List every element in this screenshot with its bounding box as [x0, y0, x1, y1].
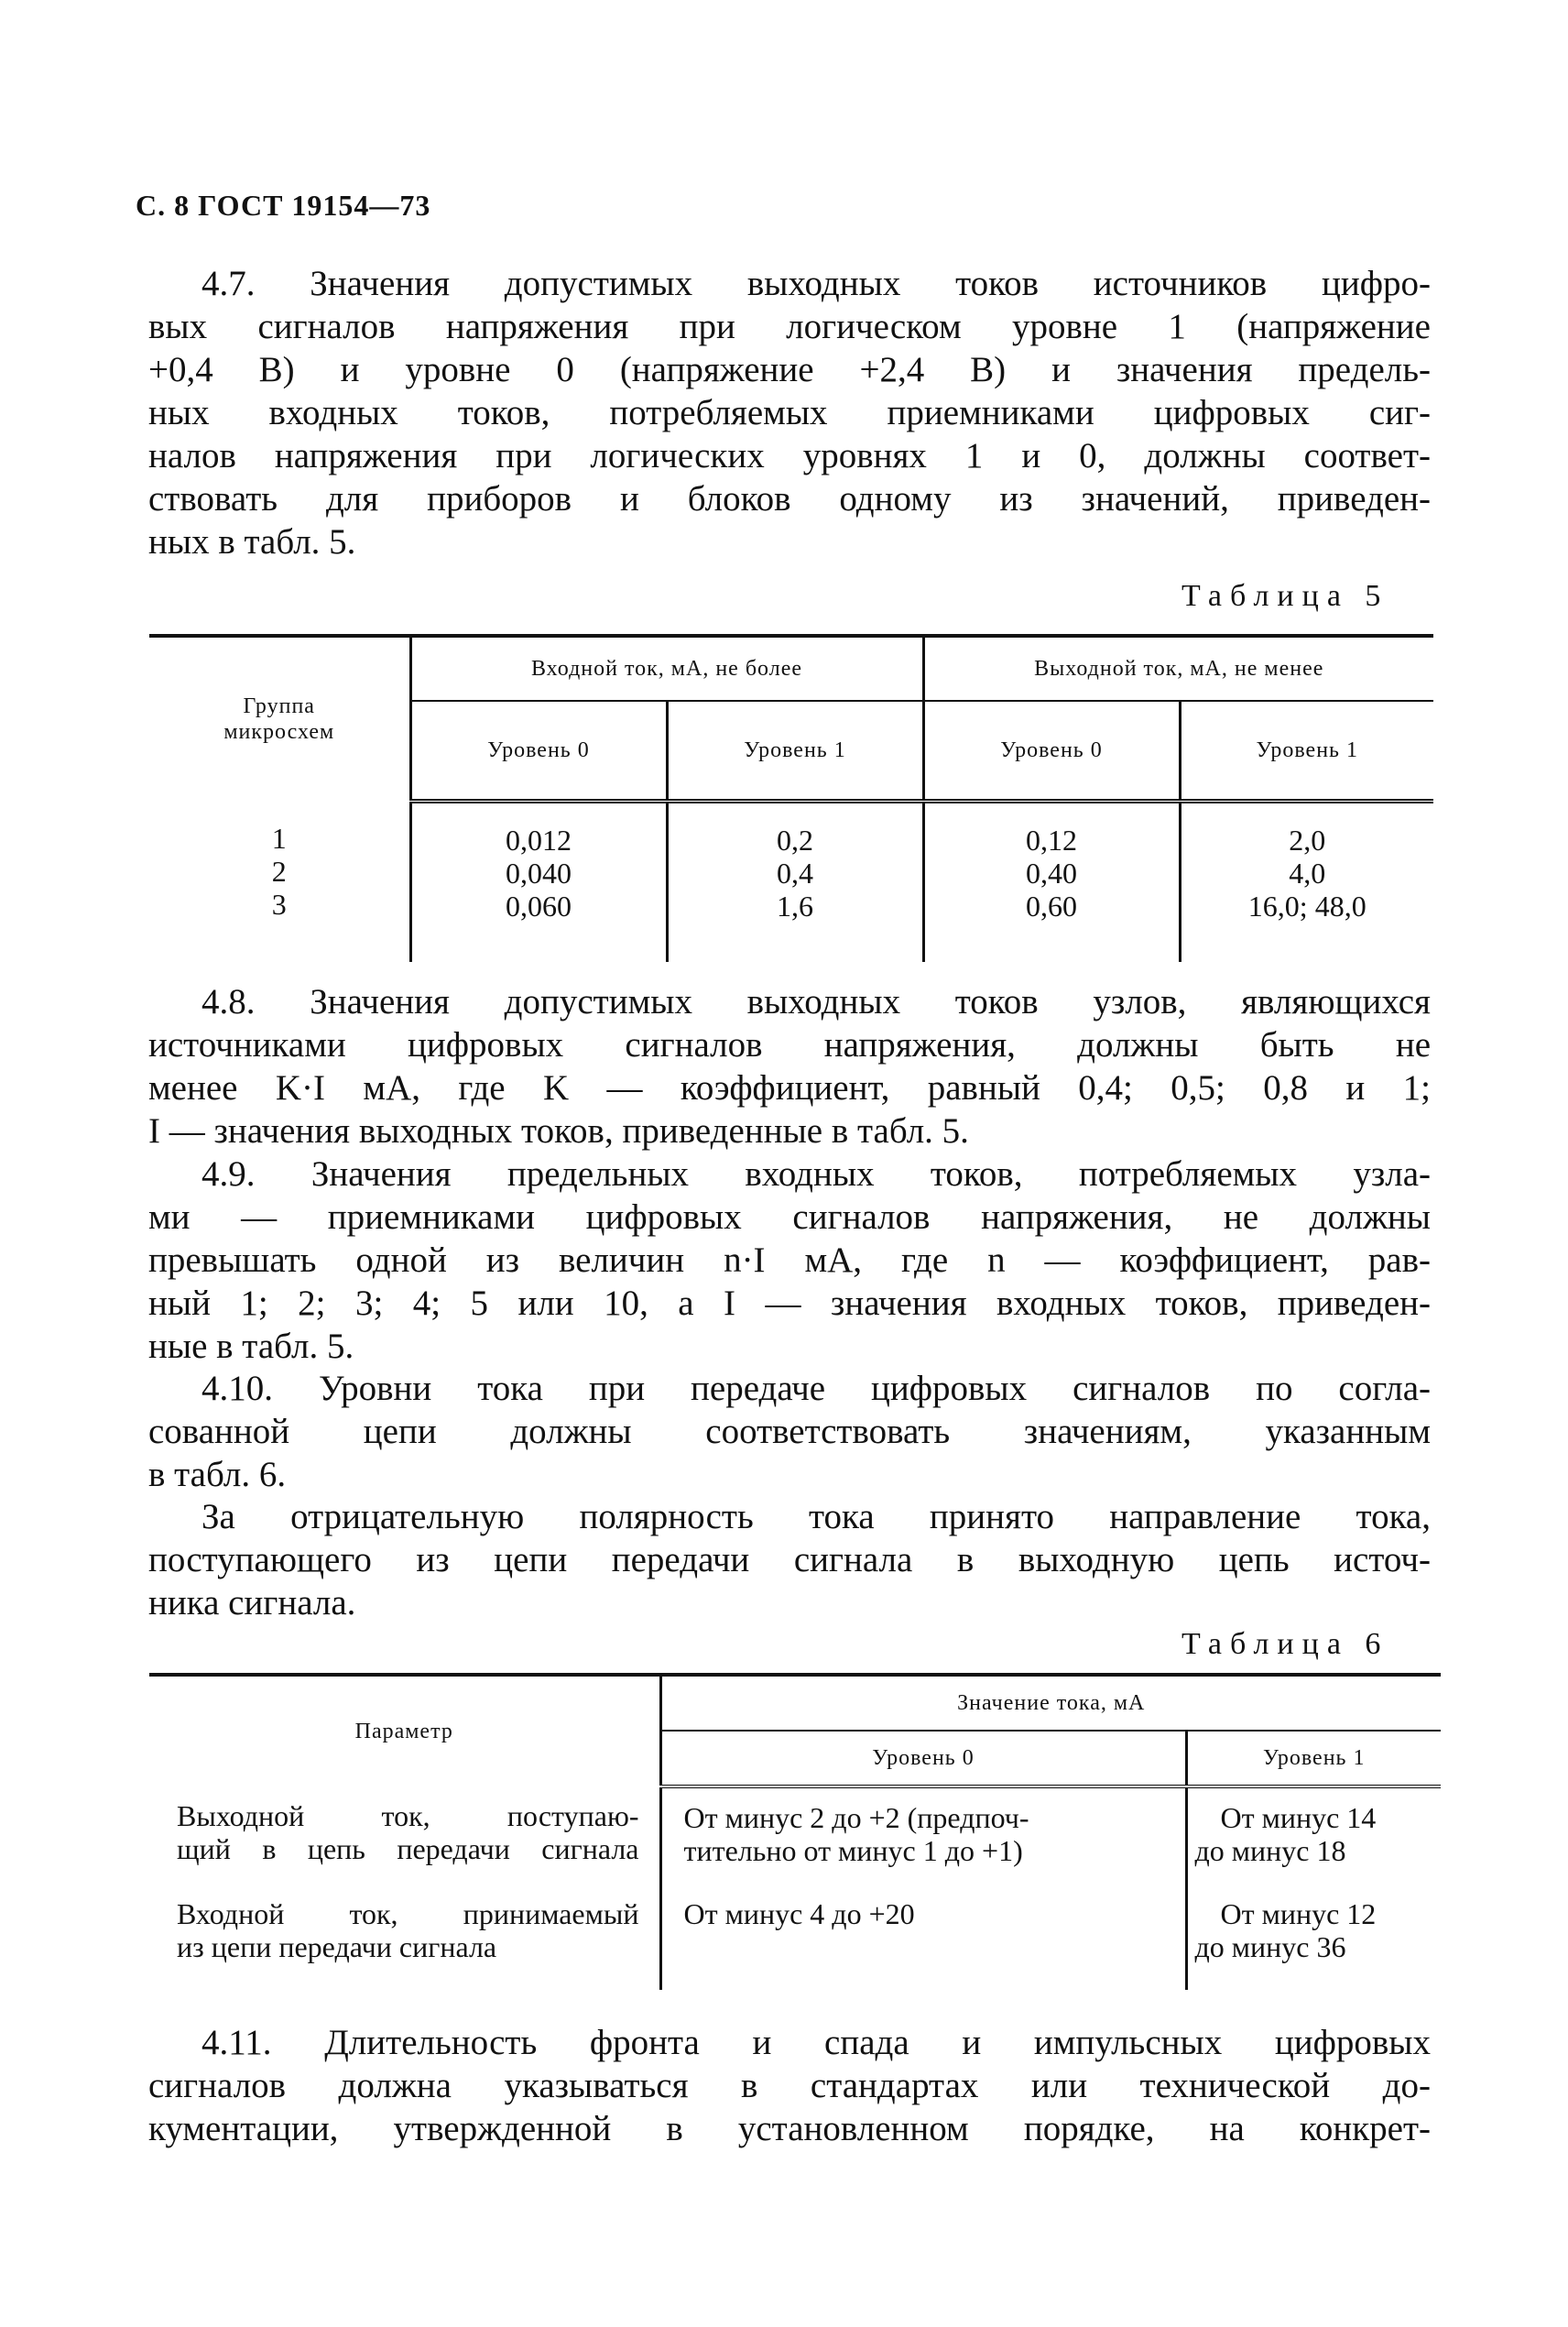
- text-line: ных входных токов, потребляемых приемниками цифровых сиг-: [148, 393, 1431, 432]
- page-header: С. 8 ГОСТ 19154—73: [136, 189, 431, 222]
- table6-level0-cell: [660, 1885, 1186, 1990]
- table5-output-level1-cell: [1180, 802, 1433, 963]
- table6-cell-line: до минус 36: [1194, 1930, 1346, 1963]
- table5-cell: 1: [271, 821, 287, 855]
- paragraph-polarity: [148, 1495, 1431, 1624]
- text-line: 4.10. Уровни тока при передаче цифровых сигналов по согла-: [201, 1369, 1431, 1408]
- table5-header-input-level0: Уровень 0: [410, 701, 667, 802]
- table6-cell-line: Выходной ток, поступаю-: [177, 1799, 639, 1832]
- table5-cell: 0,12: [1026, 824, 1077, 857]
- table5-header-input-level1: Уровень 1: [667, 701, 923, 802]
- text-line: поступающего из цепи передачи сигнала в выходную цепь источ-: [148, 1540, 1431, 1579]
- text-line: ный 1; 2; 3; 4; 5 или 10, а I — значения входных токов, приведен-: [148, 1284, 1431, 1323]
- text-line: I — значения выходных токов, приведенные в табл. 5.: [148, 1111, 969, 1151]
- table5-groups-cell: [149, 802, 410, 963]
- table5-input-level0-cell: [410, 802, 667, 963]
- table6-row: [149, 1885, 1441, 1990]
- text-line: +0,4 В) и уровне 0 (напряжение +2,4 В) и значения предель-: [148, 350, 1431, 389]
- table5-header-group-text: Группа микросхем: [223, 694, 335, 745]
- table5-cell: 1,6: [777, 890, 813, 923]
- text-line: 4.11. Длительность фронта и спада и импульсных цифровых: [201, 2023, 1431, 2062]
- text-line: менее K·I мА, где K — коэффициент, равный 0,4; 0,5; 0,8 и 1;: [148, 1068, 1431, 1108]
- table5-header-output-level0: Уровень 0: [923, 701, 1180, 802]
- table6-level1-cell: [1186, 1786, 1441, 1885]
- table5-cell: 0,012: [506, 824, 572, 857]
- table5-cell: 2,0: [1289, 824, 1326, 857]
- table5-header-input: Входной ток, мА, не более: [410, 636, 923, 701]
- table5-caption: Таблица 5: [1181, 579, 1389, 613]
- table6-header-value: Значение тока, мА: [660, 1675, 1441, 1731]
- table5-cell: 2: [271, 854, 287, 888]
- table6-param-cell: [149, 1885, 660, 1990]
- text-line: кументации, утвержденной в установленном порядке, на конкрет-: [148, 2109, 1431, 2148]
- table6-cell-line: тительно от минус 1 до +1): [683, 1834, 1023, 1867]
- table5-input-level1-cell: [667, 802, 923, 963]
- table5-body-row: [149, 802, 1433, 963]
- table5-cell: 3: [271, 887, 287, 921]
- text-line: ми — приемниками цифровых сигналов напряжения, не должны: [148, 1197, 1431, 1237]
- table5-cell: 16,0; 48,0: [1247, 890, 1367, 923]
- text-line: ника сигнала.: [148, 1583, 356, 1622]
- text-line: сигналов должна указываться в стандартах или технической до-: [148, 2066, 1431, 2105]
- table6-cell-line: От минус 12: [1220, 1897, 1377, 1930]
- table5-cell: 0,060: [506, 890, 572, 923]
- table6-header-level0: Уровень 0: [660, 1731, 1186, 1786]
- table-5: [149, 634, 1433, 962]
- table5-cell: 0,040: [506, 857, 572, 890]
- text-line: 4.8. Значения допустимых выходных токов узлов, являющихся: [201, 982, 1431, 1021]
- table6-cell-line: из цепи передачи сигнала: [177, 1930, 497, 1963]
- table5-header-output: Выходной ток, мА, не менее: [923, 636, 1433, 701]
- table5-cell: 0,2: [777, 824, 813, 857]
- table6-param-cell: [149, 1786, 660, 1885]
- text-line: вых сигналов напряжения при логическом уровне 1 (напряжение: [148, 307, 1431, 346]
- text-line: 4.7. Значения допустимых выходных токов источников цифро-: [201, 264, 1431, 303]
- table5-cell: 0,60: [1026, 890, 1077, 923]
- table-6: [149, 1673, 1441, 1990]
- text-line: ствовать для приборов и блоков одному из значений, приведен-: [148, 479, 1431, 519]
- text-line: налов напряжения при логических уровнях 1 и 0, должны соответ-: [148, 436, 1431, 475]
- table6-caption: Таблица 6: [1181, 1627, 1389, 1661]
- table6-cell-line: От минус 14: [1220, 1801, 1377, 1834]
- table5-cell: 0,4: [777, 857, 813, 890]
- table6-header-level1: Уровень 1: [1186, 1731, 1441, 1786]
- table5-cell: 4,0: [1289, 857, 1326, 890]
- paragraph-4-9: [148, 1153, 1431, 1368]
- text-line: За отрицательную полярность тока принято направление тока,: [201, 1497, 1431, 1536]
- text-line: в табл. 6.: [148, 1455, 287, 1494]
- text-line: источниками цифровых сигналов напряжения, должны быть не: [148, 1025, 1431, 1065]
- text-line: ные в табл. 5.: [148, 1327, 354, 1366]
- paragraph-4-7: [148, 262, 1431, 563]
- text-line: сованной цепи должны соответствовать значениям, указанным: [148, 1412, 1431, 1451]
- table6-cell-line: щий в цепь передачи сигнала: [177, 1832, 639, 1865]
- table5-header-group: [149, 636, 410, 802]
- paragraph-4-10: [148, 1367, 1431, 1496]
- table6-level0-cell: [660, 1786, 1186, 1885]
- table6-level1-cell: [1186, 1885, 1441, 1990]
- table5-cell: 0,40: [1026, 857, 1077, 890]
- table5-output-level0-cell: [923, 802, 1180, 963]
- text-line: 4.9. Значения предельных входных токов, потребляемых узла-: [201, 1154, 1431, 1194]
- table6-header-param: Параметр: [354, 1719, 453, 1743]
- paragraph-4-11: [148, 2021, 1431, 2150]
- table6-cell-line: От минус 4 до +20: [683, 1897, 915, 1930]
- table6-cell-line: Входной ток, принимаемый: [177, 1897, 639, 1930]
- text-line: ных в табл. 5.: [148, 522, 356, 562]
- table6-cell-line: до минус 18: [1194, 1834, 1346, 1867]
- table5-header-output-level1: Уровень 1: [1180, 701, 1433, 802]
- table6-cell-line: От минус 2 до +2 (предпоч-: [683, 1801, 1029, 1834]
- text-line: превышать одной из величин n·I мА, где n — коэффициент, рав-: [148, 1240, 1431, 1280]
- table6-row: [149, 1786, 1441, 1885]
- paragraph-4-8: [148, 980, 1431, 1153]
